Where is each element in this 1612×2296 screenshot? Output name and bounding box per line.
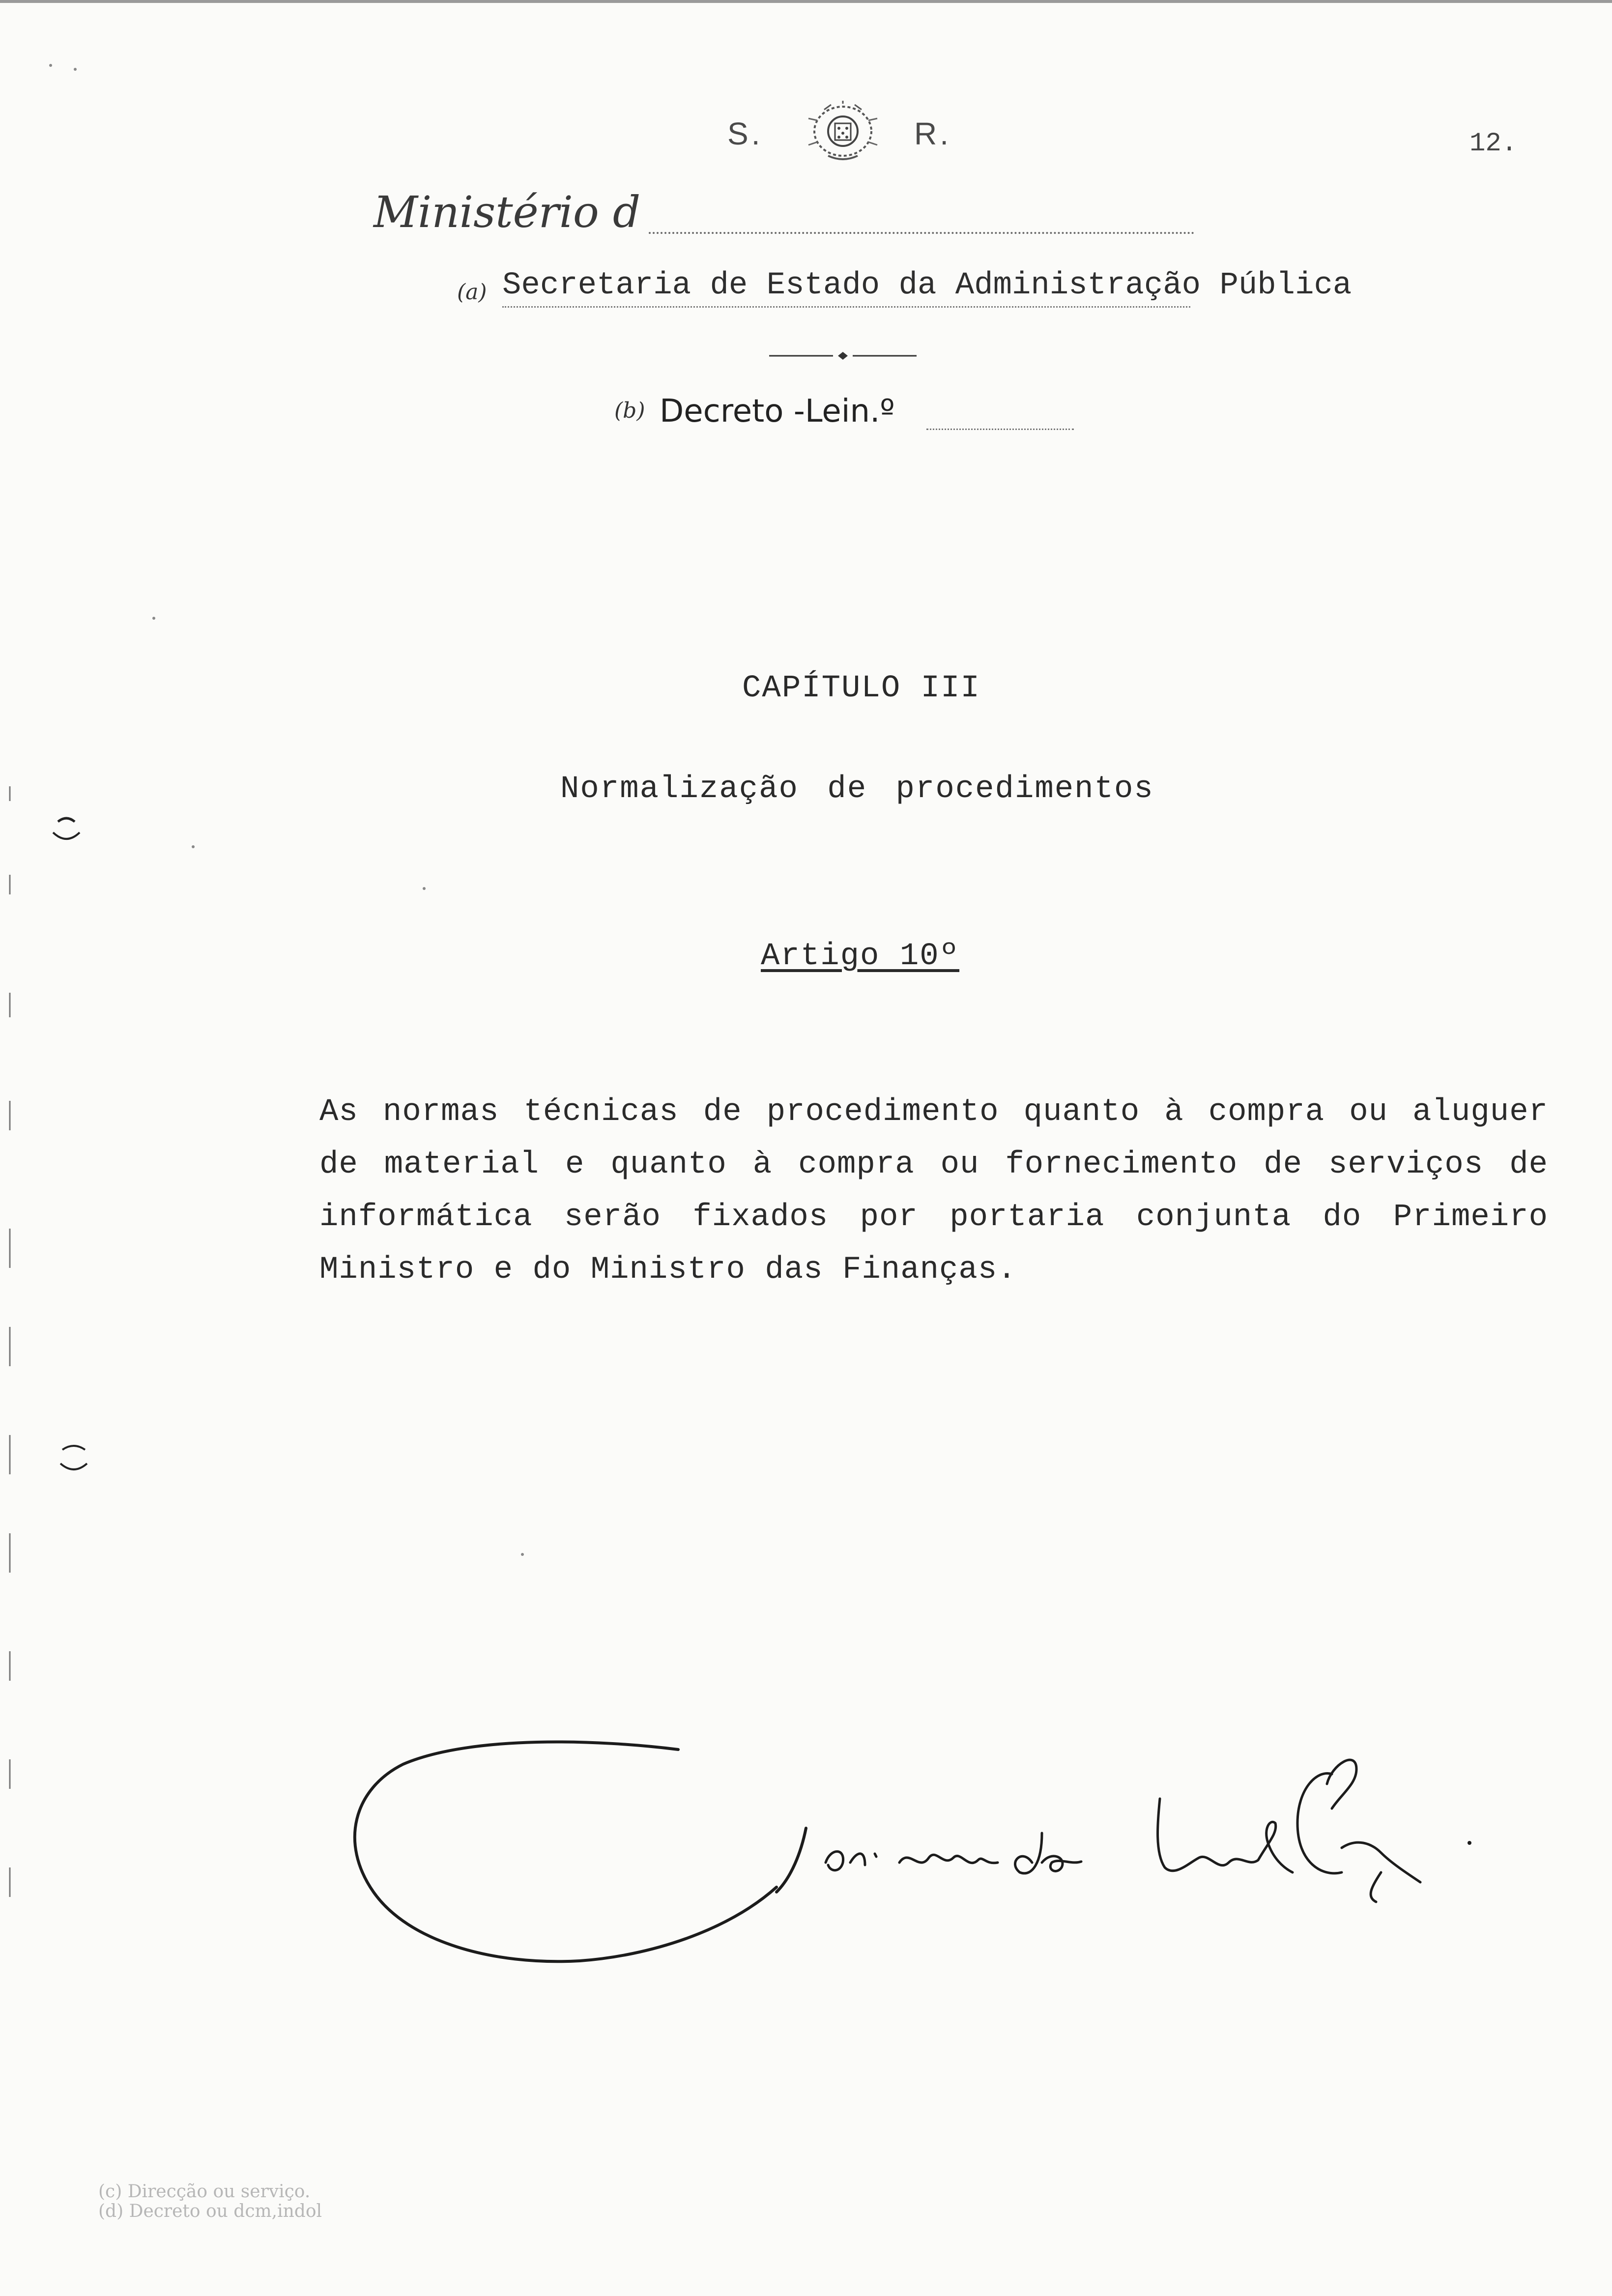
header-s-label: S. [727,116,763,151]
article-line: informática serão fixados por portaria conjunta do Primeiro [319,1200,1548,1235]
decreto-marker: (b) [614,398,645,423]
footnotes [98,2182,322,2221]
article-line: As normas técnicas de procedimento quanto à compra ou aluguer [319,1094,1548,1130]
binding-hole-mark [49,811,84,845]
chapter-title: CAPÍTULO III [742,671,980,706]
coat-of-arms-icon [794,101,892,165]
article-line: de material e quanto à compra ou fornecimento de serviços de [319,1147,1548,1182]
article-body [319,1086,1548,1296]
decreto-fill-line [926,429,1074,430]
secretaria-marker: (a) [457,280,487,305]
scan-speck [192,845,195,848]
page-number: 12. [1469,129,1518,159]
ministry-fill-line [649,232,1194,234]
ministry-label: Ministério d [374,187,641,237]
footnote-line: (c) Direcção ou serviço. [98,2181,311,2202]
scan-speck [152,617,155,620]
scan-speck [49,64,52,67]
article-title: Artigo 10º [761,939,960,974]
scan-speck [521,1553,524,1556]
ministry-field [374,187,1307,241]
article-line: Ministro e do Ministro das Finanças. [319,1252,1017,1288]
header-r-label: R. [914,116,951,151]
header-sr [718,101,973,165]
scan-speck [74,68,77,71]
decreto-field [614,393,1106,437]
secretaria-text: Secretaria de Estado da Administração Pública [502,268,1352,303]
scan-speck [423,887,426,890]
left-edge-perforation [7,786,13,1966]
secretaria-field [457,268,1352,312]
decreto-text: Decreto -Lein.º [660,393,895,430]
page-top-edge [0,0,1612,3]
binding-hole-mark [57,1440,91,1474]
footnote-line: (d) Decreto ou dcm,indol [98,2201,322,2221]
chapter-subtitle: Normalização de procedimentos [560,772,1154,807]
handwritten-signature-icon [344,1725,1489,2000]
secretaria-fill-line [502,306,1190,308]
divider-ornament [769,350,917,362]
